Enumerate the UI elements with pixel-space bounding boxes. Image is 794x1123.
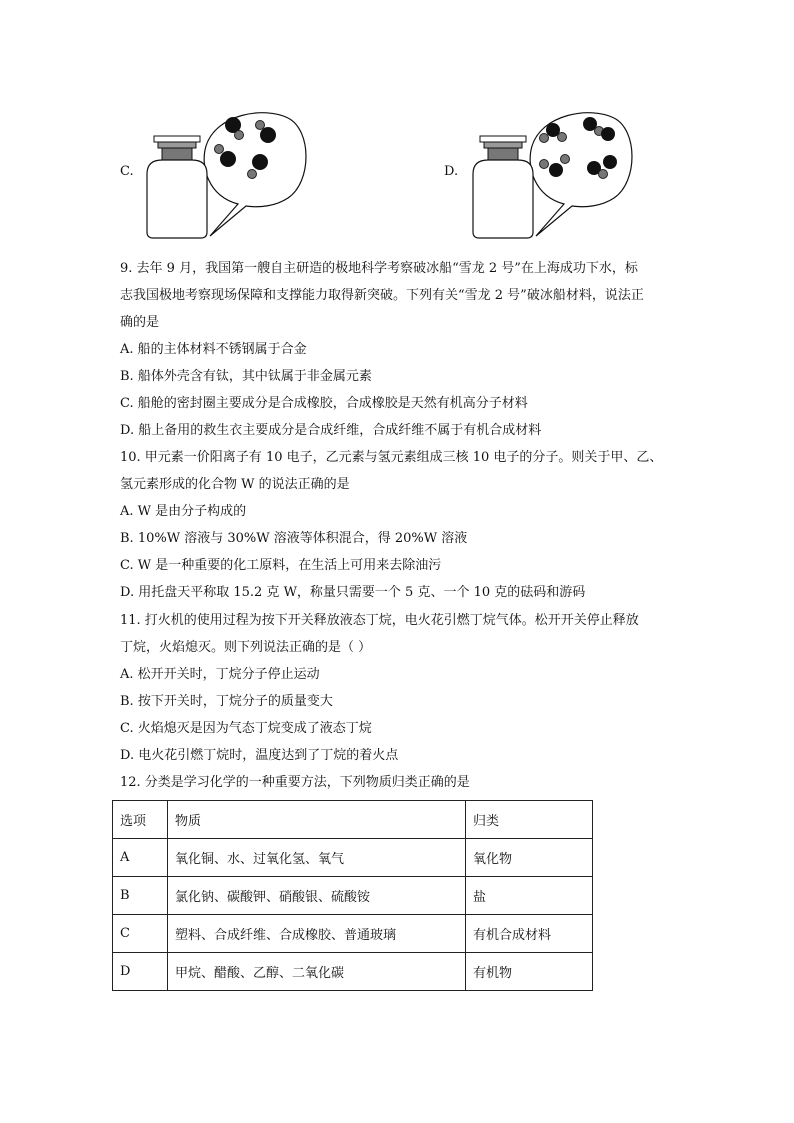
q11-option-b: B. 按下开关时，丁烷分子的质量变大 (120, 694, 333, 709)
q11-option-d: D. 电火花引燃丁烷时，温度达到了丁烷的着火点 (120, 748, 399, 763)
q9-option-c: C. 船舱的密封圈主要成分是合成橡胶，合成橡胶是天然有机高分子材料 (120, 396, 528, 411)
option-c-label: C. (120, 164, 134, 179)
classification-table (112, 800, 593, 991)
q10-stem-line-2: 氢元素形成的化合物 W 的说法正确的是 (120, 477, 350, 492)
q9-option-a: A. 船的主体材料不锈钢属于合金 (120, 342, 307, 357)
q9-option-b: B. 船体外壳含有钛，其中钛属于非金属元素 (120, 369, 372, 384)
q11-stem-line-2: 丁烷，火焰熄灭。则下列说法正确的是（ ） (120, 640, 372, 655)
table-cell: 有机合成材料 (466, 915, 593, 953)
q10-stem-line-1: 10. 甲元素一价阳离子有 10 电子，乙元素与氢元素组成三核 10 电子的分子。则关于甲、乙、 (120, 450, 663, 465)
table-cell: 氯化钠、碳酸钾、硝酸银、硫酸铵 (168, 877, 466, 915)
q10-option-b: B. 10%W 溶液与 30%W 溶液等体积混合，得 20%W 溶液 (120, 531, 468, 546)
table-cell: 有机物 (466, 953, 593, 991)
q10-option-a: A. W 是由分子构成的 (120, 504, 247, 519)
q9-stem-line-1: 9. 去年 9 月，我国第一艘自主研造的极地科学考察破冰船“雪龙 2 号”在上海成功下水，标 (120, 261, 638, 276)
table-cell: C (113, 915, 168, 953)
table-header-cell: 归类 (466, 801, 593, 839)
q9-option-d: D. 船上备用的救生衣主要成分是合成纤维，合成纤维不属于有机合成材料 (120, 423, 542, 438)
table-cell: 氧化物 (466, 839, 593, 877)
option-d-bottle-figure (466, 104, 636, 244)
table-row (113, 953, 593, 991)
table-cell: D (113, 953, 168, 991)
table-cell: 氧化铜、水、过氧化氢、氧气 (168, 839, 466, 877)
table-header-cell: 选项 (113, 801, 168, 839)
option-c-bottle-figure (140, 104, 310, 244)
q11-option-a: A. 松开开关时，丁烷分子停止运动 (120, 667, 320, 682)
q9-stem-line-2: 志我国极地考察现场保障和支撑能力取得新突破。下列有关“雪龙 2 号”破冰船材料，说法正 (120, 288, 644, 303)
table-row (113, 839, 593, 877)
q9-stem-line-3: 确的是 (120, 315, 160, 330)
table-cell: 甲烷、醋酸、乙醇、二氧化碳 (168, 953, 466, 991)
table-row (113, 915, 593, 953)
q10-option-d: D. 用托盘天平称取 15.2 克 W，称量只需要一个 5 克、一个 10 克的砝码和游码 (120, 585, 586, 600)
table-cell: B (113, 877, 168, 915)
q11-option-c: C. 火焰熄灭是因为气态丁烷变成了液态丁烷 (120, 721, 372, 736)
table-header-row (113, 801, 593, 839)
q11-stem-line-1: 11. 打火机的使用过程为按下开关释放液态丁烷，电火花引燃丁烷气体。松开开关停止释放 (120, 613, 639, 628)
table-header-cell: 物质 (168, 801, 466, 839)
q10-option-c: C. W 是一种重要的化工原料，在生活上可用来去除油污 (120, 558, 442, 573)
q12-stem: 12. 分类是学习化学的一种重要方法，下列物质归类正确的是 (120, 775, 470, 790)
table-cell: 盐 (466, 877, 593, 915)
option-d-label: D. (444, 164, 459, 179)
table-row (113, 877, 593, 915)
table-cell: A (113, 839, 168, 877)
table-cell: 塑料、合成纤维、合成橡胶、普通玻璃 (168, 915, 466, 953)
